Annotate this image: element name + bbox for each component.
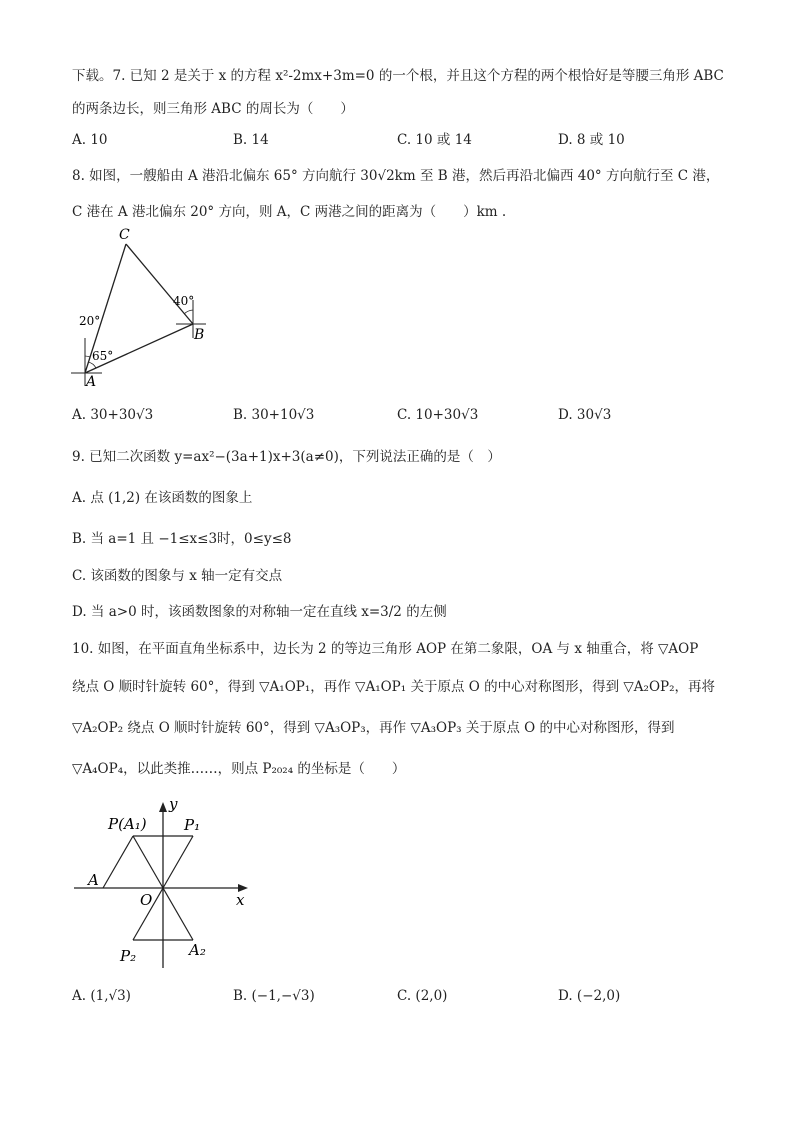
q10-stem-line2: 绕点 O 顺时针旋转 60°，得到 ▽A₁OP₁，再作 ▽A₁OP₁ 关于原点 O 的中心对称图形，得到 ▽A₂OP₂，再将 <box>72 679 716 695</box>
q9-option-d: D. 当 a>0 时，该函数图象的对称轴一定在直线 x=3/2 的左侧 <box>72 604 447 620</box>
q7-option-a: A. 10 <box>72 132 108 148</box>
label-a2: A₂ <box>189 941 206 959</box>
segment-p1o <box>163 836 193 888</box>
q9-option-a: A. 点 (1,2) 在该函数的图象上 <box>72 490 253 506</box>
q8-option-c: C. 10+30√3 <box>397 407 479 423</box>
segment-po <box>133 836 163 888</box>
q8-stem-line2: C 港在 A 港北偏东 20° 方向，则 A，C 两港之间的距离为（ ）km . <box>72 204 507 220</box>
q10-option-c: C. (2,0) <box>397 988 448 1004</box>
label-20: 20° <box>79 314 101 328</box>
label-p1: P₁ <box>184 816 201 834</box>
q8-stem-line1: 8. 如图，一艘船由 A 港沿北偏东 65° 方向航行 30√2km 至 B 港，然后再沿北偏西 40° 方向航行至 C 港， <box>72 168 720 184</box>
angle-arc-20 <box>85 356 90 357</box>
label-x: x <box>236 891 245 909</box>
q10-stem-line1: 10. 如图，在平面直角坐标系中，边长为 2 的等边三角形 AOP 在第二象限，OA 与 x 轴重合，将 ▽AOP <box>72 641 699 657</box>
q7-stem-line2: 的两条边长，则三角形 ABC 的周长为（ ） <box>72 101 354 117</box>
q7-option-d: D. 8 或 10 <box>558 132 625 148</box>
angle-arc-40 <box>184 310 193 314</box>
y-axis-arrow <box>159 802 167 812</box>
segment-ap <box>103 836 133 888</box>
q10-figure <box>66 793 266 973</box>
q8-option-d: D. 30√3 <box>558 407 612 423</box>
q8-figure <box>66 226 226 396</box>
label-y: y <box>169 795 178 813</box>
q10-option-d: D. (−2,0) <box>558 988 621 1004</box>
label-b: B <box>194 327 205 343</box>
segment-oa2 <box>163 888 193 940</box>
q9-option-b: B. 当 a=1 且 −1≤x≤3时，0≤y≤8 <box>72 531 292 547</box>
q10-option-a: A. (1,√3) <box>72 988 131 1004</box>
label-40: 40° <box>173 294 195 308</box>
q10-stem-line3: ▽A₂OP₂ 绕点 O 顺时针旋转 60°，得到 ▽A₃OP₃，再作 ▽A₃OP₃ 关于原点 O 的中心对称图形，得到 <box>72 720 675 736</box>
label-c: C <box>119 227 130 243</box>
q8-option-b: B. 30+10√3 <box>233 407 315 423</box>
q10-option-b: B. (−1,−√3) <box>233 988 315 1004</box>
label-a: A <box>88 871 99 889</box>
q9-stem: 9. 已知二次函数 y=ax²−(3a+1)x+3(a≠0)，下列说法正确的是（ ） <box>72 449 501 465</box>
label-o: O <box>140 891 153 909</box>
q9-option-c: C. 该函数的图象与 x 轴一定有交点 <box>72 568 283 584</box>
segment-cb <box>126 244 193 324</box>
label-65: 65° <box>92 349 114 363</box>
q10-stem-line4: ▽A₄OP₄，以此类推……，则点 P₂₀₂₄ 的坐标是（ ） <box>72 761 406 777</box>
q7-stem-line1: 下载。7. 已知 2 是关于 x 的方程 x²-2mx+3m=0 的一个根，并且这个方程的两个根恰好是等腰三角形 ABC <box>72 68 724 84</box>
label-a: A <box>86 374 97 390</box>
q7-option-c: C. 10 或 14 <box>397 132 472 148</box>
label-p2: P₂ <box>120 947 137 965</box>
q8-option-a: A. 30+30√3 <box>72 407 154 423</box>
label-p-a1: P(A₁) <box>108 815 147 833</box>
q7-option-b: B. 14 <box>233 132 269 148</box>
